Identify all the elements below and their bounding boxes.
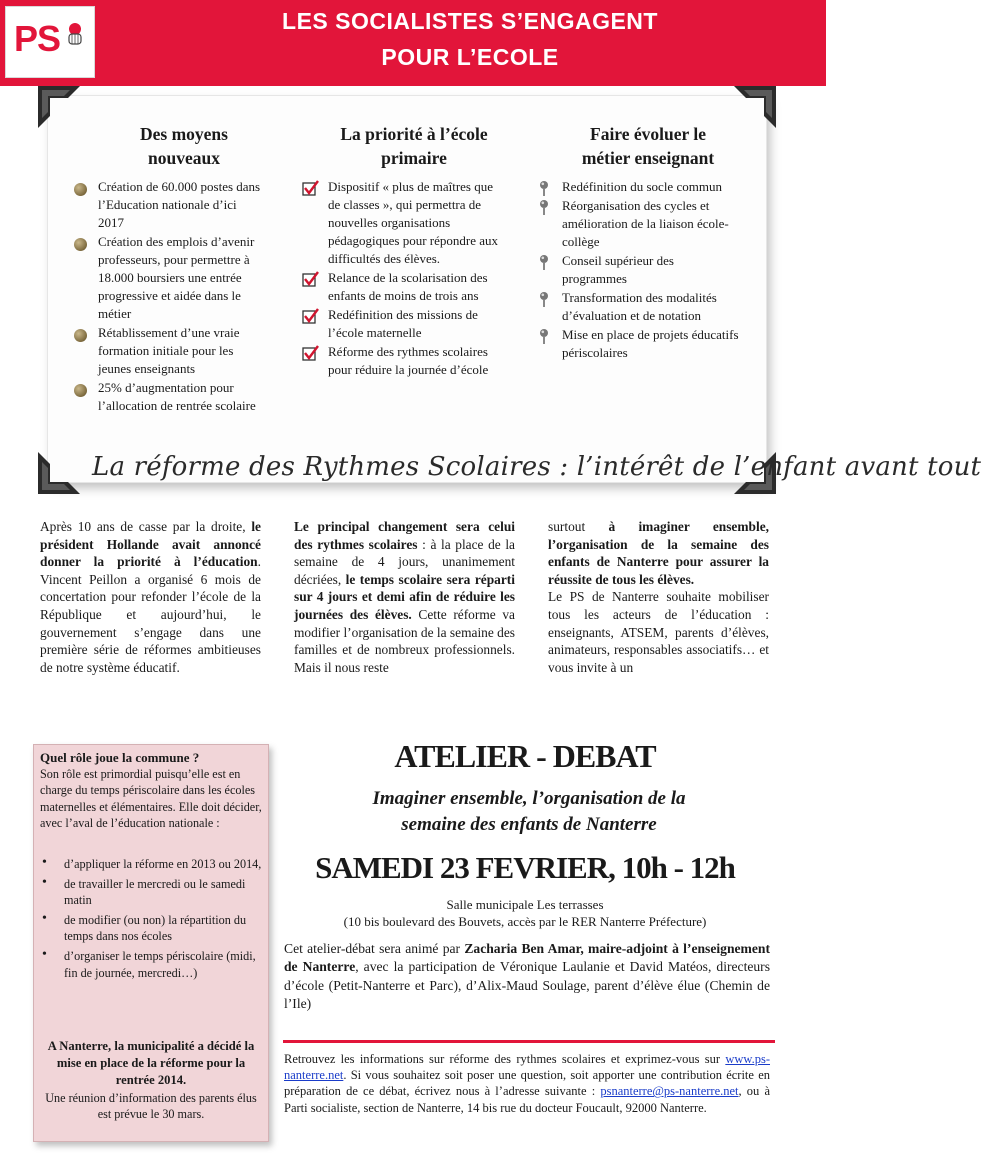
sidebar-title: Quel rôle joue la commune ? (40, 750, 200, 765)
sidebar-list (40, 856, 262, 984)
list-item (302, 178, 508, 268)
list-item (536, 252, 740, 288)
header-title-line1: LES SOCIALISTES S’ENGAGENT (282, 8, 658, 34)
sidebar-list-item: • d’organiser le temps périscolaire (midi, fin de journée, mercredi…) (40, 948, 262, 981)
red-checkbox-icon (302, 271, 319, 288)
list-item (72, 324, 264, 378)
list-item-text: Redéfinition des missions de l’école maternelle (328, 307, 478, 340)
event-title: ATELIER - DEBAT (394, 738, 656, 774)
event-date: SAMEDI 23 FEVRIER, 10h - 12h (315, 850, 735, 885)
column-title (302, 122, 526, 170)
list-item-text: Mise en place de projets éducatifs périscolaires (562, 327, 739, 360)
text-run-bold: à imaginer ensemble, l’organisation de la semaine des enfants de Nanterre pour assurer la réussite de tous les élèves. (548, 519, 769, 587)
contact-info (284, 1051, 770, 1116)
ps-logo-text: PS (14, 18, 61, 59)
text-run-bold: le temps scolaire sera réparti sur 4 jours et demi afin de réduire les journées des élèves. (294, 571, 515, 622)
push-pin-icon (536, 254, 553, 271)
column-title-line2: métier enseignant (581, 148, 715, 168)
red-checkbox-icon (302, 308, 319, 325)
fist-rose-icon (64, 22, 86, 48)
column-list (536, 178, 740, 362)
text-run: Après 10 ans de casse par la droite, (40, 519, 252, 534)
text-run-bold: Zacharia Ben Amar, maire-adjoint à l’enseignement de Nanterre (284, 941, 770, 975)
text-run: Cet atelier-débat sera animé par (284, 941, 465, 956)
list-item (302, 343, 508, 379)
text-run: surtout (548, 519, 609, 534)
list-item-text: Création des emplois d’avenir professeurs, pour permettre à 18.000 boursiers une entrée progressive et aidée dans le métier (98, 234, 255, 321)
event-description (284, 940, 770, 1014)
column-title-line1: La priorité à l’école (340, 124, 488, 144)
push-pin-icon (536, 180, 553, 197)
list-item (536, 197, 740, 251)
column-primary-school (302, 122, 526, 380)
text-run: . Si vous souhaitez soit poser une question, soit apporter une contribution écrite en préparation de ce débat, écrivez nous à l’adresse suivante : (284, 1068, 770, 1099)
column-teaching-profession (536, 122, 760, 363)
column-means (72, 122, 296, 416)
photo-corner-icon (38, 452, 80, 494)
list-item (536, 326, 740, 362)
column-title (72, 122, 296, 170)
list-item (72, 379, 264, 415)
list-item-text: Rétablissement d’une vraie formation initiale pour les jeunes enseignants (98, 325, 240, 376)
text-run: Le PS de Nanterre souhaite mobiliser tous les acteurs de l’éducation : enseignants, ATSEM, parents d’élèves, animateurs, responsables associatifs… et vous invite à un (548, 589, 769, 675)
text-run-bold: Le principal changement sera celui des rythmes scolaires (294, 519, 515, 552)
list-item-text: Conseil supérieur des programmes (562, 253, 674, 286)
venue-address: (10 bis boulevard des Bouvets, accès par le RER Nanterre Préfecture) (343, 914, 707, 929)
column-list (72, 178, 264, 415)
column-list (302, 178, 508, 379)
sidebar-list-item: • de modifier (ou non) la répartition du temps dans nos écoles (40, 912, 262, 945)
venue-name: Salle municipale Les terrasses (446, 897, 604, 912)
bronze-dot-icon (72, 235, 89, 252)
text-run: , ou à Parti socialiste, section de Nanterre, 14 bis rue du docteur Foucault, 92000 Nanterre. (284, 1084, 770, 1115)
list-item-text: Dispositif « plus de maîtres que de classes », qui permettra de nouvelles organisations pédagogiques pour répondre aux difficultés des élèves. (328, 179, 499, 266)
text-run: , avec la participation de Véronique Laulanie et David Matéos, directeurs d’école (Petit-Nanterre et Parc), d’Alix-Maud Soulage, parent d’élève élue (Chemin de l’Ile) (284, 959, 770, 1012)
column-title-line2: nouveaux (148, 148, 220, 168)
list-item-text: Réorganisation des cycles et amélioration de la liaison école-collège (562, 198, 729, 249)
bronze-dot-icon (72, 326, 89, 343)
text-run-bold: le président Hollande avait annoncé donner la priorité à l’éducation (40, 519, 261, 570)
sidebar-decision: A Nanterre, la municipalité a décidé la mise en place de la réforme pour la rentrée 2014. (47, 1039, 255, 1087)
bronze-dot-icon (72, 180, 89, 197)
list-item-text: Redéfinition du socle commun (562, 179, 722, 194)
list-item (536, 289, 740, 325)
sidebar-list-item: • de travailler le mercredi ou le samedi matin (40, 876, 262, 909)
divider (283, 1040, 775, 1043)
text-run: . Vincent Peillon a organisé 6 mois de concertation pour refonder l’école de la République et aujourd’hui, le gouvernement s’engage dans une première série de réformes ambitieuses de notre système éducatif. (40, 554, 261, 675)
article-column-1 (40, 518, 261, 676)
bronze-dot-icon (72, 381, 89, 398)
sidebar-intro: Son rôle est primordial puisqu’elle est en charge du temps périscolaire dans les écoles maternelles et élémentaires. Elle doit décider, avec l’aval de l’éducation nationale : (40, 767, 262, 831)
text-run: : à la place de la semaine de 4 jours, unanimement décriées, (294, 536, 516, 587)
article-column-2 (294, 518, 515, 676)
red-checkbox-icon (302, 180, 319, 197)
section-title-script: La réforme des Rythmes Scolaires : l’intérêt de l’enfant avant tout (92, 452, 981, 482)
text-run: Cette réforme va modifier l’organisation de la semaine des familles et de nombreux professionnels. Mais il nous reste (294, 606, 516, 675)
list-item (302, 306, 508, 342)
list-item-text: Réforme des rythmes scolaires pour réduire la journée d’école (328, 344, 489, 377)
event-subtitle-line1: Imaginer ensemble, l’organisation de la (372, 788, 686, 809)
push-pin-icon (536, 291, 553, 308)
column-title-line1: Des moyens (140, 124, 228, 144)
column-title (536, 122, 760, 170)
website-link[interactable]: www.ps-nanterre.net (284, 1052, 770, 1083)
article-column-3 (548, 518, 769, 676)
column-title-line1: Faire évoluer le (590, 124, 706, 144)
list-item-text: 25% d’augmentation pour l’allocation de rentrée scolaire (98, 380, 256, 413)
list-item (536, 178, 740, 196)
header-title-line2: POUR L’ECOLE (381, 44, 559, 70)
red-checkbox-icon (302, 345, 319, 362)
text-run: Retrouvez les informations sur réforme des rythmes scolaires et exprimez-vous sur (284, 1052, 726, 1066)
list-item (302, 269, 508, 305)
sidebar-list-item: • d’appliquer la réforme en 2013 ou 2014, (40, 856, 262, 873)
push-pin-icon (536, 199, 553, 216)
event-venue (290, 896, 760, 930)
email-link[interactable]: psnanterre@ps-nanterre.net (600, 1084, 739, 1099)
list-item (72, 233, 264, 323)
event-subtitle-line2: semaine des enfants de Nanterre (401, 814, 657, 835)
list-item (72, 178, 264, 232)
column-title-line2: primaire (381, 148, 447, 168)
push-pin-icon (536, 328, 553, 345)
sidebar-note: Une réunion d’information des parents élus est prévue le 30 mars. (45, 1091, 257, 1122)
list-item-text: Transformation des modalités d’évaluation et de notation (562, 290, 717, 323)
list-item-text: Relance de la scolarisation des enfants de moins de trois ans (328, 270, 488, 303)
list-item-text: Création de 60.000 postes dans l’Education nationale d’ici 2017 (98, 179, 261, 230)
